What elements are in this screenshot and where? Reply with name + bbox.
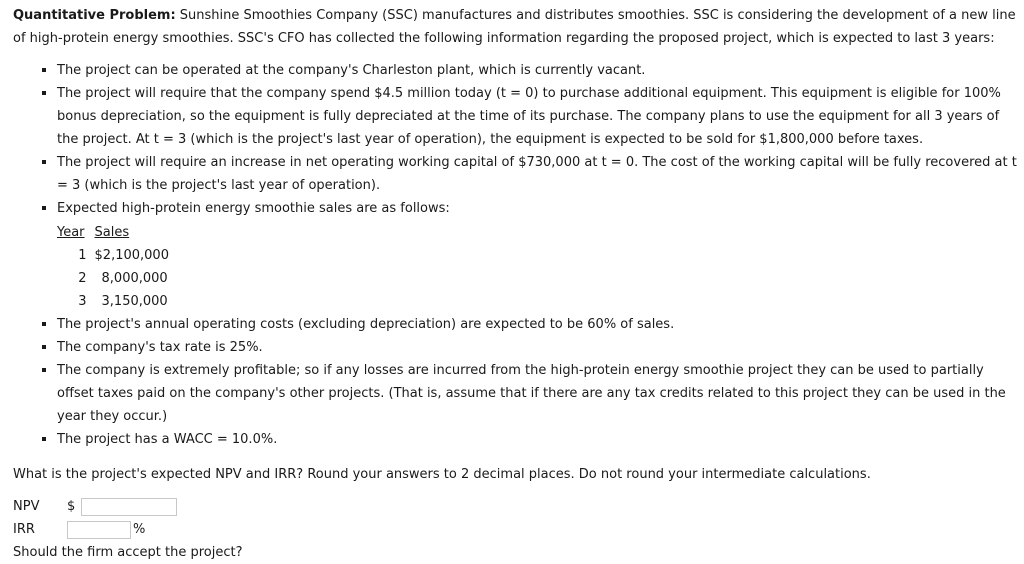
problem-intro-text: Sunshine Smoothies Company (SSC) manufactures and distributes smoothies. SSC is considering the development of a new line of high-protein energy smoothies. SSC's CFO has collected the following information regarding the proposed project, which is expected to last 3 years: <box>13 8 1016 46</box>
irr-input[interactable] <box>67 521 131 539</box>
sales-amount: 8,000,000 <box>101 271 168 286</box>
irr-label: IRR <box>13 522 35 537</box>
irr-row <box>13 518 1017 541</box>
sales-table-header-sales: Sales <box>94 225 130 240</box>
assumption-wacc: The project has a WACC = 10.0%. <box>41 428 1017 451</box>
table-row <box>57 290 169 313</box>
sales-year: 3 <box>78 294 87 309</box>
table-row <box>57 267 169 290</box>
assumption-losses: The company is extremely profitable; so if any losses are incurred from the high-protein energy smoothie project they can be used to partially offset taxes paid on the company's other projects. (That is, assume that if there are any tax credits related to this project they can be used in the year they occur.) <box>41 359 1017 428</box>
sales-year: 1 <box>78 248 87 263</box>
assumption-operating-costs: The project's annual operating costs (excluding depreciation) are expected to be 60% of sales. <box>41 313 1017 336</box>
assumption-working-capital: The project will require an increase in net operating working capital of $730,000 at t = 0. The cost of the working capital will be fully recovered at t = 3 (which is the project's last year of operation). <box>41 151 1017 197</box>
accept-question: Should the firm accept the project? <box>13 545 243 560</box>
table-row <box>57 244 169 267</box>
assumption-plant: The project can be operated at the company's Charleston plant, which is currently vacant. <box>41 59 1017 82</box>
irr-percent-suffix: % <box>133 522 146 537</box>
npv-dollar-prefix: $ <box>67 499 76 514</box>
sales-amount: $2,100,000 <box>94 248 169 263</box>
problem-label: Quantitative Problem: <box>13 8 176 23</box>
npv-label: NPV <box>13 499 40 514</box>
assumption-sales <box>41 197 1017 313</box>
sales-table <box>57 221 169 313</box>
sales-table-header-year: Year <box>57 225 85 240</box>
npv-input[interactable] <box>81 498 177 516</box>
assumption-tax-rate: The company's tax rate is 25%. <box>41 336 1017 359</box>
assumption-equipment: The project will require that the company spend $4.5 million today (t = 0) to purchase additional equipment. This equipment is eligible for 100% bonus depreciation, so the equipment is fully depreciated at the time of its purchase. The company plans to use the equipment for all 3 years of the project. At t = 3 (which is the project's last year of operation), the equipment is expected to be sold for $1,800,000 before taxes. <box>41 82 1017 151</box>
sales-amount: 3,150,000 <box>101 294 168 309</box>
assumption-sales-text: Expected high-protein energy smoothie sales are as follows: <box>57 201 450 216</box>
npv-row <box>13 495 1017 518</box>
sales-year: 2 <box>78 271 87 286</box>
assumptions-list <box>13 59 1017 451</box>
answers-section <box>13 495 1017 564</box>
question-text: What is the project's expected NPV and IRR? Round your answers to 2 decimal places. Do not round your intermediate calculations. <box>13 467 871 482</box>
problem-intro <box>13 4 1017 50</box>
